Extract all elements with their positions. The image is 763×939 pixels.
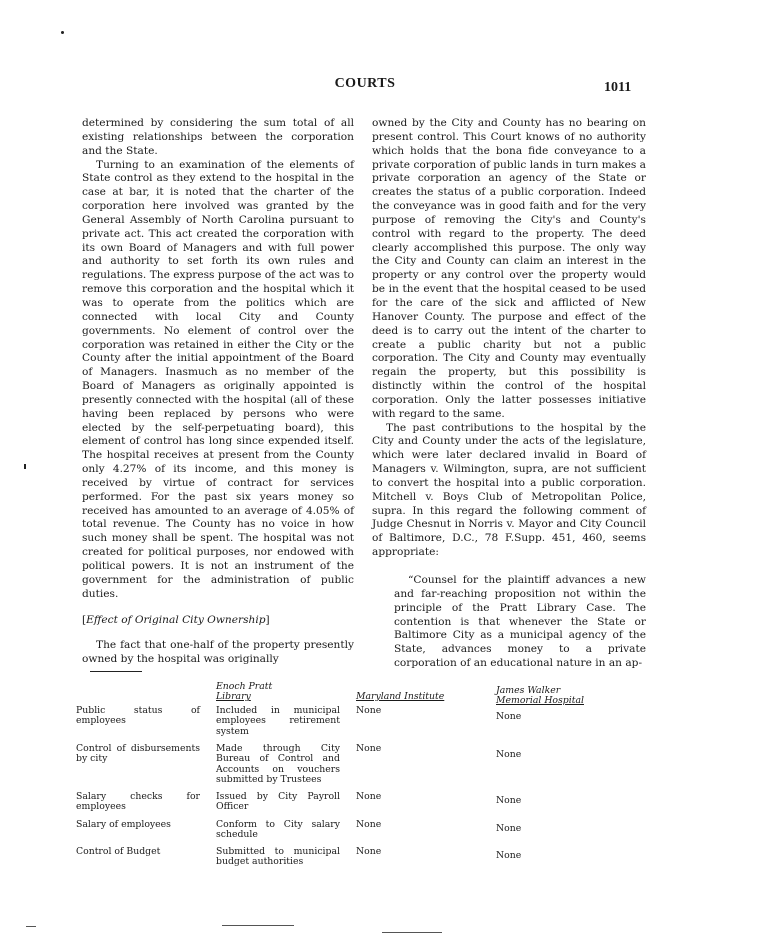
- left-text-column: [82, 117, 354, 667]
- footer-rule: [222, 925, 294, 926]
- header-line: James Walker: [496, 685, 561, 696]
- cell-maryland: None: [356, 846, 382, 857]
- cell-walker: None: [496, 711, 522, 722]
- block-quote: “Counsel for the plaintiff advances a new and far-reaching proposition not within the principle of the Pratt Library Case. The contention is that whenever the State or Baltimore City as a municipal agency of the State, advances money to a private corporation of an educational nature in an ap-: [394, 574, 646, 670]
- paragraph: The fact that one-half of the property presently owned by the hospital was originally: [82, 639, 354, 666]
- paragraph: Turning to an examination of the elements of State control as they extend to the hospital in the case at bar, it is noted that the charter of the corporation here involved was granted by the General Assembly of North Carolina pursuant to private act. This act created the corporation with its own Board of Managers and with full power and authority to set forth its own rules and regulations. The express purpose of the act was to remove this corporation and the hospital which it was to operate from the politics which are connected with local City and County governments. No element of control over the corporation was retained in either the City or the County after the initial appointment of the Board of Managers. Inasmuch as no member of the Board of Managers as originally appointed is presently connected with the hospital (all of these having been replaced by persons who were elected by the self-perpetuating board), this element of control has long since expended itself. The hospital receives at present from the County only 4.27% of its income, and this money is received by virtue of contract for services performed. For the past six years money so received has amounted to an average of 4.05% of total revenue. The County has no voice in how such money shall be spent. The hospital was not created for political purposes, nor endowed with political powers. It is not an instrument of the government for the administration of public duties.: [82, 158, 354, 600]
- cell-maryland: None: [356, 819, 382, 830]
- row-label: Control of disbursements by city: [76, 743, 200, 765]
- header-line: Maryland Institute: [356, 691, 445, 702]
- header-line: Library: [216, 691, 251, 703]
- right-text-column: [372, 117, 646, 671]
- section-heading: [Effect of Original City Ownership]: [82, 613, 270, 626]
- table-header-pratt: [216, 682, 272, 703]
- cell-maryland: None: [356, 743, 382, 754]
- paragraph: owned by the City and County has no bearing on present control. This Court knows of no authority which holds that the bona fide conveyance to a private corporation of public lands in turn makes a private corporation an agency of the State or creates the status of a public corporation. Indeed the conveyance was in good faith and for the very purpose of removing the City's and County's control with regard to the property. The deed clearly accomplished this purpose. The only way the City and County can claim an interest in the property or any control over the property would be in the event that the hospital ceased to be used for the care of the sick and afflicted of New Hanover County. The purpose and effect of the deed is to carry out the intent of the charter to create a public charity but not a public corporation. The City and County may eventually regain the property, but this possibility is distinctly within the control of the hospital corporation. Only the latter possesses initiative with regard to the same.: [372, 117, 646, 420]
- row-label: Public status of employees: [76, 705, 200, 727]
- cell-walker: None: [496, 795, 522, 806]
- scan-speck: [61, 31, 64, 34]
- table-header-maryland: [356, 692, 444, 702]
- running-header-title: COURTS: [334, 76, 396, 91]
- table-header-walker: [496, 686, 584, 707]
- cell-maryland: None: [356, 705, 382, 716]
- footer-rule: [26, 926, 36, 927]
- cell-pratt: Issued by City Payroll Officer: [216, 791, 340, 813]
- paragraph: determined by considering the sum total of all existing relationships between the corporation and the State.: [82, 117, 354, 157]
- paragraph: The past contributions to the hospital by the City and County under the acts of the legislature, which were later declared invalid in Board of Managers v. Wilmington, supra, are not sufficient to convert the hospital into a public corporation. Mitchell v. Boys Club of Metropolitan Police, supra. In this regard the following comment of Judge Chesnut in Norris v. Mayor and City Council of Baltimore, D.C., 78 F.Supp. 451, 460, seems appropriate:: [372, 421, 646, 559]
- cell-walker: None: [496, 823, 522, 834]
- footer-rule: [382, 932, 442, 933]
- cell-pratt: Submitted to municipal budget authorities: [216, 846, 340, 868]
- row-label: Control of Budget: [76, 846, 161, 857]
- divider-rule: [90, 671, 142, 672]
- row-label: Salary of employees: [76, 819, 171, 830]
- section-heading-text: Effect of Original City Ownership: [86, 613, 266, 626]
- cell-pratt: Made through City Bureau of Control and Accounts on vouchers submitted by Trustees: [216, 743, 340, 786]
- cell-walker: None: [496, 850, 522, 861]
- cell-pratt: Included in municipal employees retirement system: [216, 705, 340, 737]
- row-label: Salary checks for employees: [76, 791, 200, 813]
- header-line: Memorial Hospital: [496, 695, 584, 707]
- cell-walker: None: [496, 749, 522, 760]
- page-number: 1011: [604, 80, 632, 95]
- header-line: Enoch Pratt: [216, 681, 273, 692]
- cell-pratt: Conform to City salary schedule: [216, 819, 340, 841]
- cell-maryland: None: [356, 791, 382, 802]
- scan-speck: [24, 464, 26, 469]
